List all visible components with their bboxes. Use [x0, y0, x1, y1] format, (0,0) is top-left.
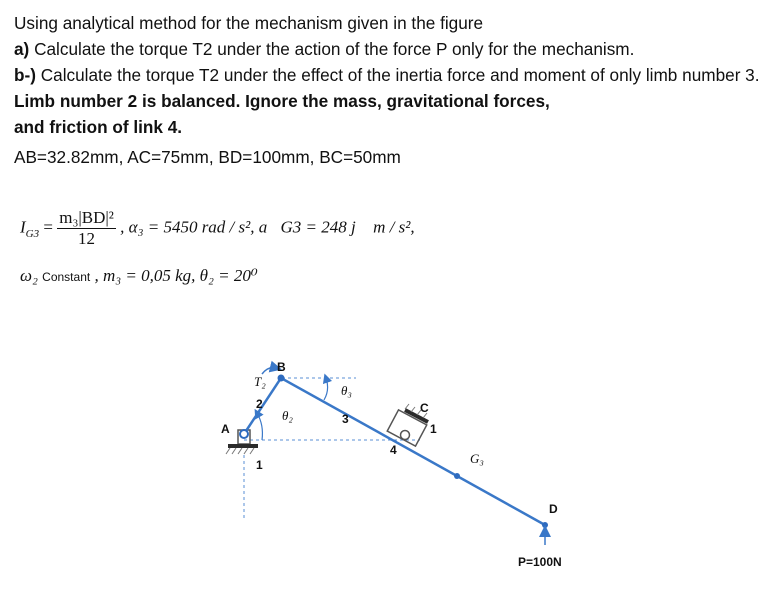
label-theta2: θ₂: [282, 408, 293, 423]
link-3-coupler: [281, 378, 545, 525]
joint-b: [278, 375, 285, 382]
label-link-4: 4: [390, 443, 397, 457]
inertia-symbol: I: [20, 217, 26, 237]
inertia-denominator: 12: [78, 229, 96, 248]
accel-expression: a⃗G3 = 248 j⃗ m / s²,: [258, 217, 415, 237]
dimensions-line: AB=32.82mm, AC=75mm, BD=100mm, BC=50mm: [14, 147, 401, 167]
center-of-mass-g3: [454, 473, 460, 479]
joint-d: [542, 522, 548, 528]
part-b-bold-1: Limb number 2 is balanced. Ignore the mass, gravitational forces,: [14, 91, 550, 111]
part-a-text: Calculate the torque T2 under the action of the force P only for the mechanism.: [34, 39, 635, 59]
label-torque-t2: T₂: [254, 374, 266, 389]
part-b-bold-line-2: and friction of link 4.: [14, 117, 183, 137]
omega-symbol: ω₂: [20, 266, 38, 285]
label-link-1-slider: 1: [430, 422, 437, 436]
label-theta3: θ₃: [341, 383, 352, 398]
label-g3: G₃: [470, 451, 484, 466]
label-link-2: 2: [256, 397, 263, 411]
constant-label: Constant: [42, 270, 91, 284]
part-b-text: Calculate the torque T2 under the effect of the inertia force and moment of only limb number 3.: [40, 65, 760, 85]
theta2-angle-arc: [257, 413, 262, 440]
joint-a: [240, 430, 248, 438]
inertia-numerator: m₃|BD|²: [59, 208, 114, 227]
part-b-label: b-): [14, 65, 36, 85]
alpha-expression: , α₃ = 5450 rad / s²,: [120, 217, 259, 237]
label-force-p: P=100N: [518, 555, 562, 569]
intro-line: Using analytical method for the mechanism given in the figure: [14, 13, 484, 33]
label-b: B: [277, 360, 286, 374]
mass-angle-expression: , m₃ = 0,05 kg, θ₂ = 20⁰: [94, 266, 258, 285]
inertia-subscript: G3: [25, 227, 40, 240]
label-c: C: [420, 401, 429, 415]
theta3-angle-arc: [324, 378, 328, 400]
label-link-1-ground: 1: [256, 458, 263, 472]
label-a: A: [221, 422, 230, 436]
part-a-label: a): [14, 39, 30, 59]
label-d: D: [549, 502, 558, 516]
formula-inertia: $I_{G3}$ = $\frac{\text{m₃|BD|²}}{12}$ , α₃ = 5450 rad / s², a⃗G3 = 248 j⃗ m / s²,: [20, 208, 415, 248]
label-link-3: 3: [342, 412, 349, 426]
